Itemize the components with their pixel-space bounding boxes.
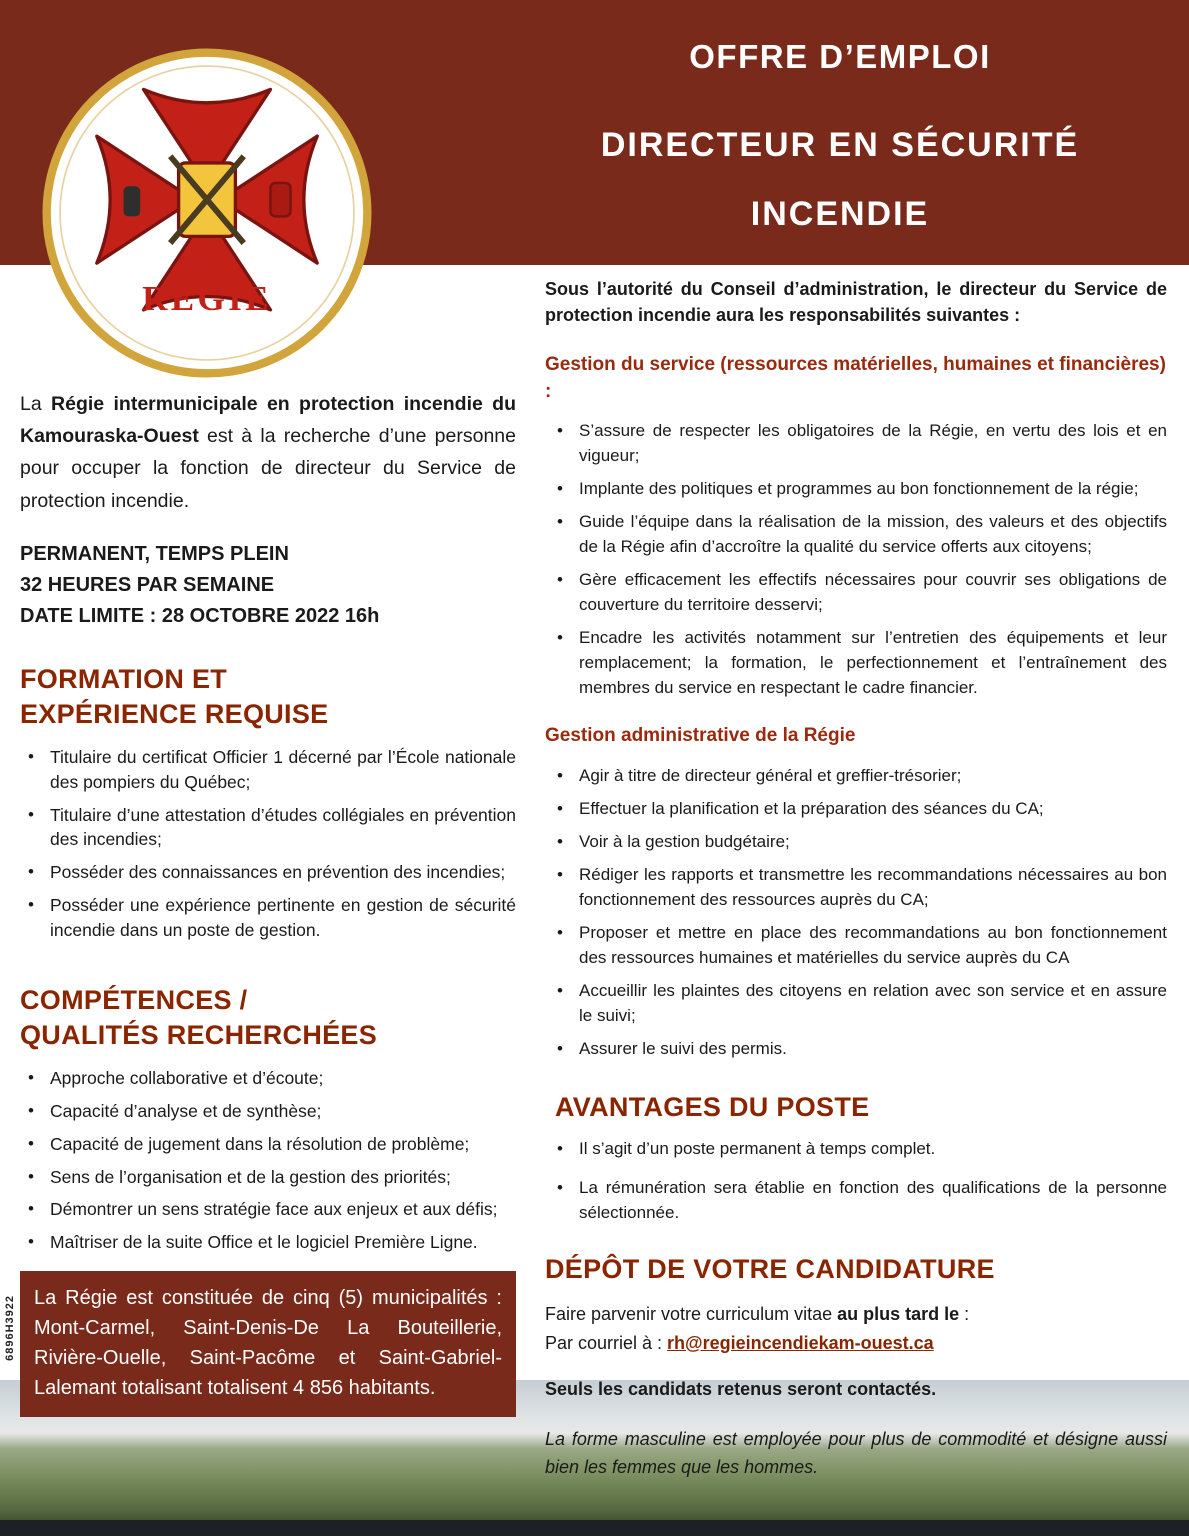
bullet-item: • Maîtriser de la suite Office et le logiciel Première Ligne. — [20, 1230, 516, 1255]
job-title-line1: DIRECTEUR EN SÉCURITÉ — [600, 126, 1080, 164]
left-column — [20, 388, 516, 1417]
header-titles — [515, 38, 1165, 234]
admin-management-heading: Gestion administrative de la Régie — [545, 725, 856, 747]
responsibilities-intro: Sous l’autorité du Conseil d’administration, le directeur du Service de protection incendie aura les responsabilités suivantes : — [545, 279, 1167, 326]
bullet-item: • Posséder des connaissances en prévention des incendies; — [20, 860, 516, 885]
bullet-item: • Titulaire du certificat Officier 1 décerné par l’École nationale des pompiers du Québec; — [20, 745, 516, 795]
bottom-dark-strip — [0, 1520, 1189, 1536]
term-hours: 32 HEURES PAR SEMAINE — [20, 573, 275, 596]
formation-list — [20, 745, 516, 943]
intro-post: est à la recherche d’une personne pour occuper la fonction de directeur du Service de protection incendie. — [20, 425, 516, 512]
bullet-item: • Capacité de jugement dans la résolution de problème; — [20, 1132, 516, 1157]
bullet-item: • Effectuer la planification et la préparation des séances du CA; — [545, 797, 1167, 822]
bullet-item: • La rémunération sera établie en fonction des qualifications de la personne sélectionnée. — [545, 1176, 1167, 1226]
bullet-item: • Démontrer un sens stratégie face aux enjeux et aux défis; — [20, 1197, 516, 1222]
admin-management-list — [545, 764, 1167, 1062]
intro-paragraph — [20, 388, 516, 517]
service-management-heading: Gestion du service (ressources matérielles, humaines et financières) : — [545, 354, 1166, 402]
fire-crest-icon — [40, 46, 374, 380]
competences-heading: COMPÉTENCES / QUALITÉS RECHERCHÉES — [20, 984, 378, 1051]
bullet-item: • Sens de l’organisation et de la gestion des priorités; — [20, 1165, 516, 1190]
job-terms — [20, 539, 516, 632]
formation-heading: FORMATION ET EXPÉRIENCE REQUISE — [20, 663, 329, 730]
benefits-heading: AVANTAGES DU POSTE — [555, 1091, 870, 1122]
term-permanent: PERMANENT, TEMPS PLEIN — [20, 542, 289, 565]
svg-text:RÉGIE: RÉGIE — [142, 278, 272, 318]
email-link[interactable]: rh@regieincendiekam-ouest.ca — [667, 1332, 934, 1353]
bullet-item: • Il s’agit d’un poste permanent à temps complet. — [545, 1137, 1167, 1162]
bullet-item: • Posséder une expérience pertinente en gestion de sécurité incendie dans un poste de gestion. — [20, 893, 516, 943]
intro-pre: La — [20, 393, 52, 415]
bullet-item: • Proposer et mettre en place des recommandations au bon fonctionnement des ressources humaines et matérielles du service auprès du CA — [545, 921, 1167, 971]
bullet-item: • Titulaire d’une attestation d’études collégiales en prévention des incendies; — [20, 803, 516, 853]
right-column — [545, 276, 1167, 1482]
regie-logo — [40, 46, 374, 380]
service-management-list — [545, 419, 1167, 701]
offer-title: OFFRE D’EMPLOI — [689, 38, 991, 75]
bullet-item: • Guide l’équipe dans la réalisation de la mission, des valeurs et des objectifs de la Régie afin d’accroître la qualité du service offerts aux citoyens; — [545, 510, 1167, 560]
intro-org-name: Régie intermunicipale en protection incendie du Kamouraska-Ouest — [20, 393, 517, 448]
bullet-item: • S’assure de respecter les obligatoires de la Régie, en vertu des lois et en vigueur; — [545, 419, 1167, 469]
bullet-item: • Assurer le suivi des permis. — [545, 1037, 1167, 1062]
bullet-item: • Encadre les activités notamment sur l’entretien des équipements et leur remplacement; la formation, le perfectionnement et l’entraînement des membres du service en respectant le cadre financier. — [545, 626, 1167, 701]
bullet-item: • Agir à titre de directeur général et greffier-trésorier; — [545, 764, 1167, 789]
gender-note: La forme masculine est employée pour plus de commodité et désigne aussi bien les femmes que les hommes. — [545, 1429, 1167, 1478]
application-line2: Par courriel à : rh@regieincendiekam-ouest.ca — [545, 1332, 934, 1353]
application-line1: Faire parvenir votre curriculum vitae au plus tard le : — [545, 1303, 970, 1324]
municipalities-box: La Régie est constituée de cinq (5) municipalités : Mont-Carmel, Saint-Denis-De La Bouteillerie, Rivière-Ouelle, Saint-Pacôme et Saint-Gabriel-Lalemant totalisant totalisent 4 856 habitants. — [20, 1271, 516, 1417]
application-heading: DÉPÔT DE VOTRE CANDIDATURE — [545, 1254, 995, 1285]
bullet-item: • Accueillir les plaintes des citoyens en relation avec son service et en assure le suivi; — [545, 979, 1167, 1029]
term-deadline: DATE LIMITE : 28 OCTOBRE 2022 16h — [20, 604, 380, 627]
document-code: 6896H3922 — [4, 1295, 16, 1361]
competences-list — [20, 1066, 516, 1255]
bullet-item: • Voir à la gestion budgétaire; — [545, 830, 1167, 855]
benefits-list — [545, 1137, 1167, 1226]
bullet-item: • Gère efficacement les effectifs nécessaires pour couvrir ses obligations de couverture du territoire desservi; — [545, 568, 1167, 618]
bullet-item: • Rédiger les rapports et transmettre les recommandations nécessaires au bon fonctionnement des ressources auprès du CA; — [545, 863, 1167, 913]
deadline-emphasis: au plus tard le — [837, 1303, 960, 1324]
bullet-item: • Capacité d’analyse et de synthèse; — [20, 1099, 516, 1124]
bullet-item: • Implante des politiques et programmes au bon fonctionnement de la régie; — [545, 477, 1167, 502]
contact-note: Seuls les candidats retenus seront contactés. — [545, 1379, 937, 1400]
job-title-line2: INCENDIE — [750, 195, 930, 233]
bullet-item: • Approche collaborative et d’écoute; — [20, 1066, 516, 1091]
